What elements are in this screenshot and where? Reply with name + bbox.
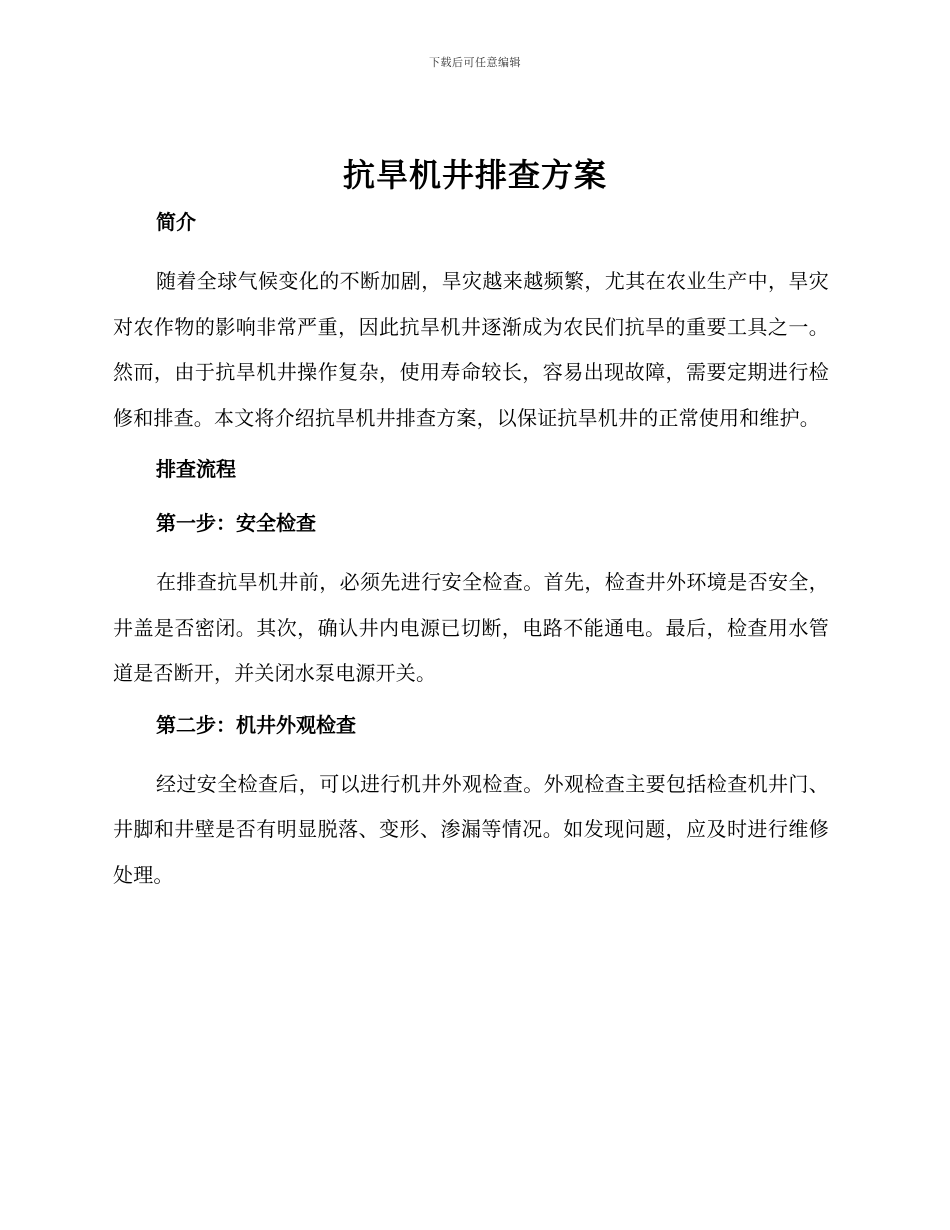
document-body xyxy=(113,205,829,898)
header-note: 下载后可任意编辑 xyxy=(429,56,521,69)
spacer xyxy=(113,743,829,762)
document-title: 抗旱机井排查方案 xyxy=(342,156,607,194)
step1-paragraph: 在排查抗旱机井前，必须先进行安全检查。首先，检查井外环境是否安全，井盖是否密闭。其次，确认井内电源已切断，电路不能通电。最后，检查用水管道是否断开，并关闭水泵电源开关。 xyxy=(113,570,829,685)
spacer xyxy=(113,441,829,452)
spacer xyxy=(113,697,829,708)
step2-paragraph: 经过安全检查后，可以进行机井外观检查。外观检查主要包括检查机井门、井脚和井壁是否有明显脱落、变形、渗漏等情况。如发现问题，应及时进行维修处理。 xyxy=(113,771,829,887)
spacer xyxy=(113,487,829,506)
intro-heading: 简介 xyxy=(156,210,196,234)
spacer xyxy=(113,240,829,259)
intro-paragraph: 随着全球气候变化的不断加剧，旱灾越来越频繁，尤其在农业生产中，旱灾对农作物的影响非常严重，因此抗旱机井逐渐成为农民们抗旱的重要工具之一。然而，由于抗旱机井操作复杂，使用寿命较长，容易出现故障，需要定期进行检修和排查。本文将介绍抗旱机井排查方案，以保证抗旱机井的正常使用和维护。 xyxy=(113,269,829,430)
step1-heading: 第一步：安全检查 xyxy=(156,511,316,535)
spacer xyxy=(113,541,829,560)
step2-heading: 第二步：机井外观检查 xyxy=(156,712,356,737)
process-heading: 排查流程 xyxy=(156,457,236,481)
